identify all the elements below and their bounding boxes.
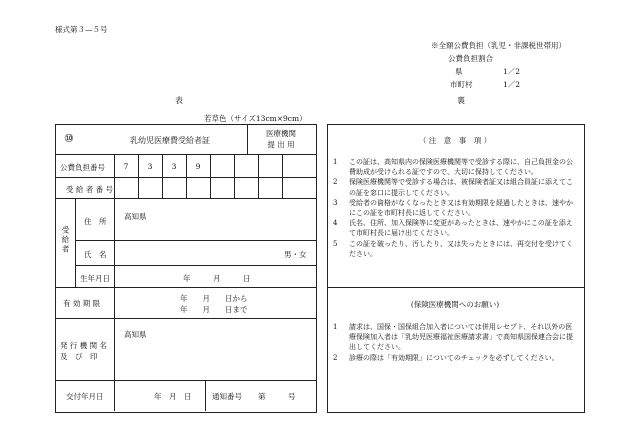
request-title: (保険医療機関へのお願い)	[410, 300, 500, 309]
issuer-label: 発 行 機 関 名 及 び 印	[60, 341, 108, 361]
form-number: 様式第３—５号	[55, 25, 108, 34]
validity-label: 有 効 期 限	[63, 299, 101, 308]
certificate-seal-mark: ⑩	[64, 132, 74, 145]
issue-date-label: 交付年月日	[66, 392, 104, 401]
notes-list	[333, 157, 577, 259]
request-item: 2 診療の際は「有効期限」についてのチェックを必ずしてください。	[333, 353, 559, 362]
issue-date-value: 年 月 日	[154, 392, 192, 401]
pref-ratio-label: 県	[455, 67, 463, 76]
validity-from: 年 月 日から	[180, 294, 248, 303]
funding-ratio-title: 公費負担割合	[448, 54, 493, 63]
note-item: 5 この証を破ったり、汚したり、又は失ったときには、再交付を受けてください。	[333, 239, 573, 258]
note-item: 2 保険医療機関等で受診する場合は、被保険者証又は組合員証に添えてこの証を窓口に提示してください。	[333, 178, 573, 197]
pref-ratio-value: 1／2	[503, 67, 521, 76]
address-label: 住 所	[84, 217, 107, 226]
public-number-digit: 7	[123, 162, 129, 171]
back-label: 裏	[457, 96, 465, 105]
issuer-value: 高知県	[124, 330, 147, 339]
public-number-digit: 3	[147, 162, 153, 171]
city-ratio-label: 市町村	[450, 80, 473, 89]
address-value: 高知県	[124, 212, 147, 221]
note-item: 4 氏名、住所、加入保険等に変更があったときは、速やかにこの証を添えて市町村長に届け出てください。	[333, 219, 573, 238]
validity-to: 年 月 日まで	[180, 305, 248, 314]
notes-title: （ 注 意 事 項 ）	[418, 136, 492, 145]
note-item: 3 受給者の資格がなくなったとき又は有効期限を経過したときは、速やかにこの証を市町村長に返してください。	[333, 198, 573, 218]
color-size-note: 若草色（サイズ13cm×9cm）	[204, 114, 307, 123]
request-item: 1 請求は、国保・国保組合加入者については併用レセプト、それ以外の医療保険加入者は「乳幼児医療福祉医療請求書」で高知県国保連合会に提出してください。	[333, 323, 573, 352]
gender-options: 男・女	[284, 250, 307, 259]
recipient-vertical-label: 受給者	[61, 226, 70, 255]
public-number-digit: 9	[195, 162, 201, 171]
certificate-title: 乳幼児医療費受給者証	[130, 136, 210, 145]
recipient-number-label: 受 給 者 番 号	[66, 185, 114, 194]
note-item: 1 この証は、高知県内の保険医療機関等で受診する際に、自己負担金の公費助成が受けられる証ですので、大切に保持してください。	[333, 158, 573, 177]
birth-date-label: 生年月日	[80, 274, 110, 283]
city-ratio-value: 1／2	[503, 80, 521, 89]
request-list	[333, 322, 577, 363]
name-label: 氏 名	[84, 250, 107, 259]
notice-number-label: 通知番号	[212, 392, 242, 401]
public-number-label: 公費負担番号	[60, 163, 105, 172]
funding-note: ※全額公費負担（乳児・非課税世帯用）	[431, 41, 566, 50]
birth-date-value: 年 月 日	[183, 274, 251, 283]
notice-number-value: 第 号	[258, 392, 296, 401]
public-number-digit: 3	[171, 162, 177, 171]
medical-submission-label: 医療機関 提 出 用	[266, 129, 296, 149]
front-label: 表	[175, 96, 183, 105]
